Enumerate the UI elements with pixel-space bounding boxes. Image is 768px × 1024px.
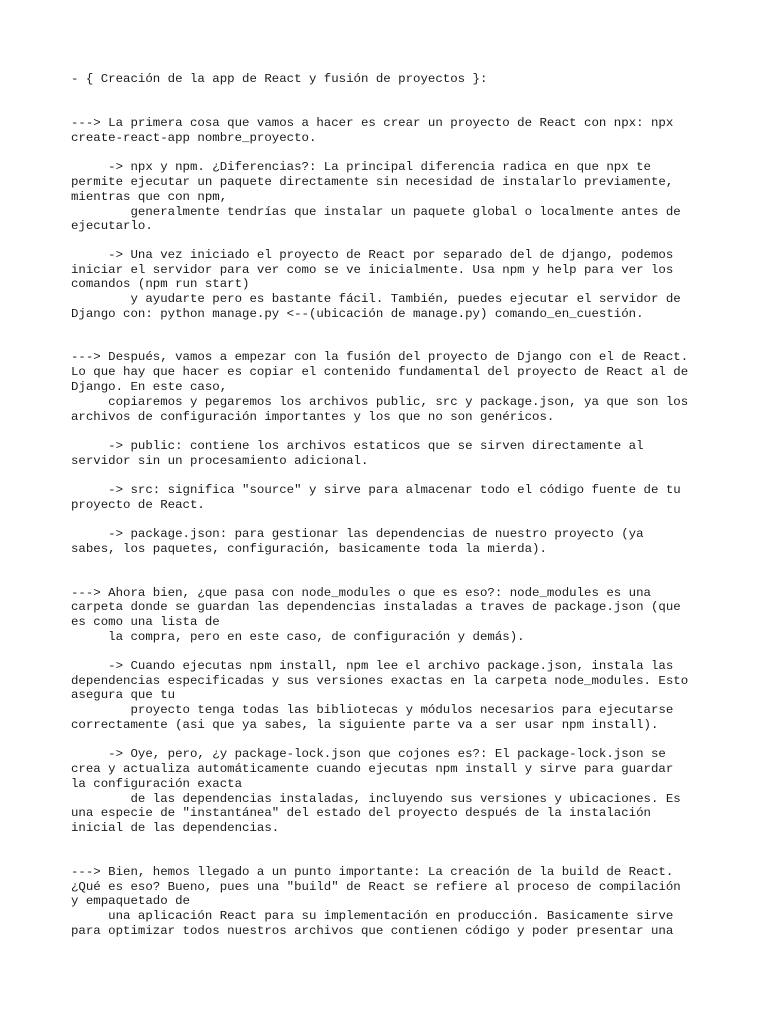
text-line: archivos de configuración importantes y los que no son genéricos. bbox=[71, 410, 555, 424]
text-line: la configuración exacta bbox=[71, 777, 243, 791]
text-line: es como una lista de bbox=[71, 615, 220, 629]
text-line: proyecto de React. bbox=[71, 498, 205, 512]
text-line: servidor sin un procesamiento adicional. bbox=[71, 454, 369, 468]
text-line: comandos (npm run start) bbox=[71, 277, 250, 291]
text-line: mientras que con npm, bbox=[71, 190, 228, 204]
text-line: - { Creación de la app de React y fusión de proyectos }: bbox=[71, 72, 488, 86]
text-line: asegura que tu bbox=[71, 688, 176, 702]
text-line: y ayudarte pero es bastante fácil. También, puedes ejecutar el servidor de bbox=[71, 292, 681, 306]
text-line: una aplicación React para su implementación en producción. Basicamente sirve bbox=[71, 909, 674, 923]
text-line: Django con: python manage.py <--(ubicación de manage.py) comando_en_cuestión. bbox=[71, 307, 644, 321]
text-line: Lo que hay que hacer es copiar el contenido fundamental del proyecto de React al de bbox=[71, 365, 689, 379]
text-line: -> public: contiene los archivos estaticos que se sirven directamente al bbox=[71, 439, 644, 453]
text-line: y empaquetado de bbox=[71, 894, 190, 908]
text-line: ---> Después, vamos a empezar con la fusión del proyecto de Django con el de React. bbox=[71, 350, 689, 364]
text-line: -> npx y npm. ¿Diferencias?: La principal diferencia radica en que npx te bbox=[71, 160, 651, 174]
text-line: ---> La primera cosa que vamos a hacer es crear un proyecto de React con npx: npx bbox=[71, 116, 674, 130]
text-line: Django. En este caso, bbox=[71, 380, 228, 394]
text-line: -> Una vez iniciado el proyecto de React por separado del de django, podemos bbox=[71, 248, 674, 262]
text-line: -> Oye, pero, ¿y package-lock.json que cojones es?: El package-lock.json se bbox=[71, 747, 666, 761]
text-line: inicial de las dependencias. bbox=[71, 821, 280, 835]
text-line: correctamente (asi que ya sabes, la siguiente parte va a ser usar npm install). bbox=[71, 718, 659, 732]
text-line: copiaremos y pegaremos los archivos public, src y package.json, ya que son los bbox=[71, 395, 689, 409]
text-line: proyecto tenga todas las bibliotecas y módulos necesarios para ejecutarse bbox=[71, 703, 674, 717]
text-line: sabes, los paquetes, configuración, basicamente toda la mierda). bbox=[71, 542, 547, 556]
text-line: -> src: significa "source" y sirve para almacenar todo el código fuente de tu bbox=[71, 483, 681, 497]
text-line: generalmente tendrías que instalar un paquete global o localmente antes de bbox=[71, 205, 681, 219]
text-line: -> package.json: para gestionar las dependencias de nuestro proyecto (ya bbox=[71, 527, 644, 541]
text-line: ---> Bien, hemos llegado a un punto importante: La creación de la build de React. bbox=[71, 865, 674, 879]
text-line: una especie de "instantánea" del estado del proyecto después de la instalación bbox=[71, 806, 651, 820]
text-line: ¿Qué es eso? Bueno, pues una "build" de React se refiere al proceso de compilación bbox=[71, 880, 681, 894]
text-line: crea y actualiza automáticamente cuando ejecutas npm install y sirve para guardar bbox=[71, 762, 674, 776]
text-line: ---> Ahora bien, ¿que pasa con node_modules o que es eso?: node_modules es una bbox=[71, 586, 651, 600]
text-line: carpeta donde se guardan las dependencias instaladas a traves de package.json (que bbox=[71, 600, 681, 614]
text-line: iniciar el servidor para ver como se ve inicialmente. Usa npm y help para ver los bbox=[71, 263, 674, 277]
text-line: permite ejecutar un paquete directamente sin necesidad de instalarlo previamente, bbox=[71, 175, 674, 189]
text-line: dependencias especificadas y sus versiones exactas en la carpeta node_modules. Esto bbox=[71, 674, 689, 688]
text-line: ejecutarlo. bbox=[71, 219, 153, 233]
text-line: create-react-app nombre_proyecto. bbox=[71, 131, 317, 145]
text-line: de las dependencias instaladas, incluyendo sus versiones y ubicaciones. Es bbox=[71, 792, 681, 806]
text-line: para optimizar todos nuestros archivos que contienen código y poder presentar una bbox=[71, 924, 674, 938]
text-line: la compra, pero en este caso, de configuración y demás). bbox=[71, 630, 525, 644]
text-line: -> Cuando ejecutas npm install, npm lee el archivo package.json, instala las bbox=[71, 659, 674, 673]
